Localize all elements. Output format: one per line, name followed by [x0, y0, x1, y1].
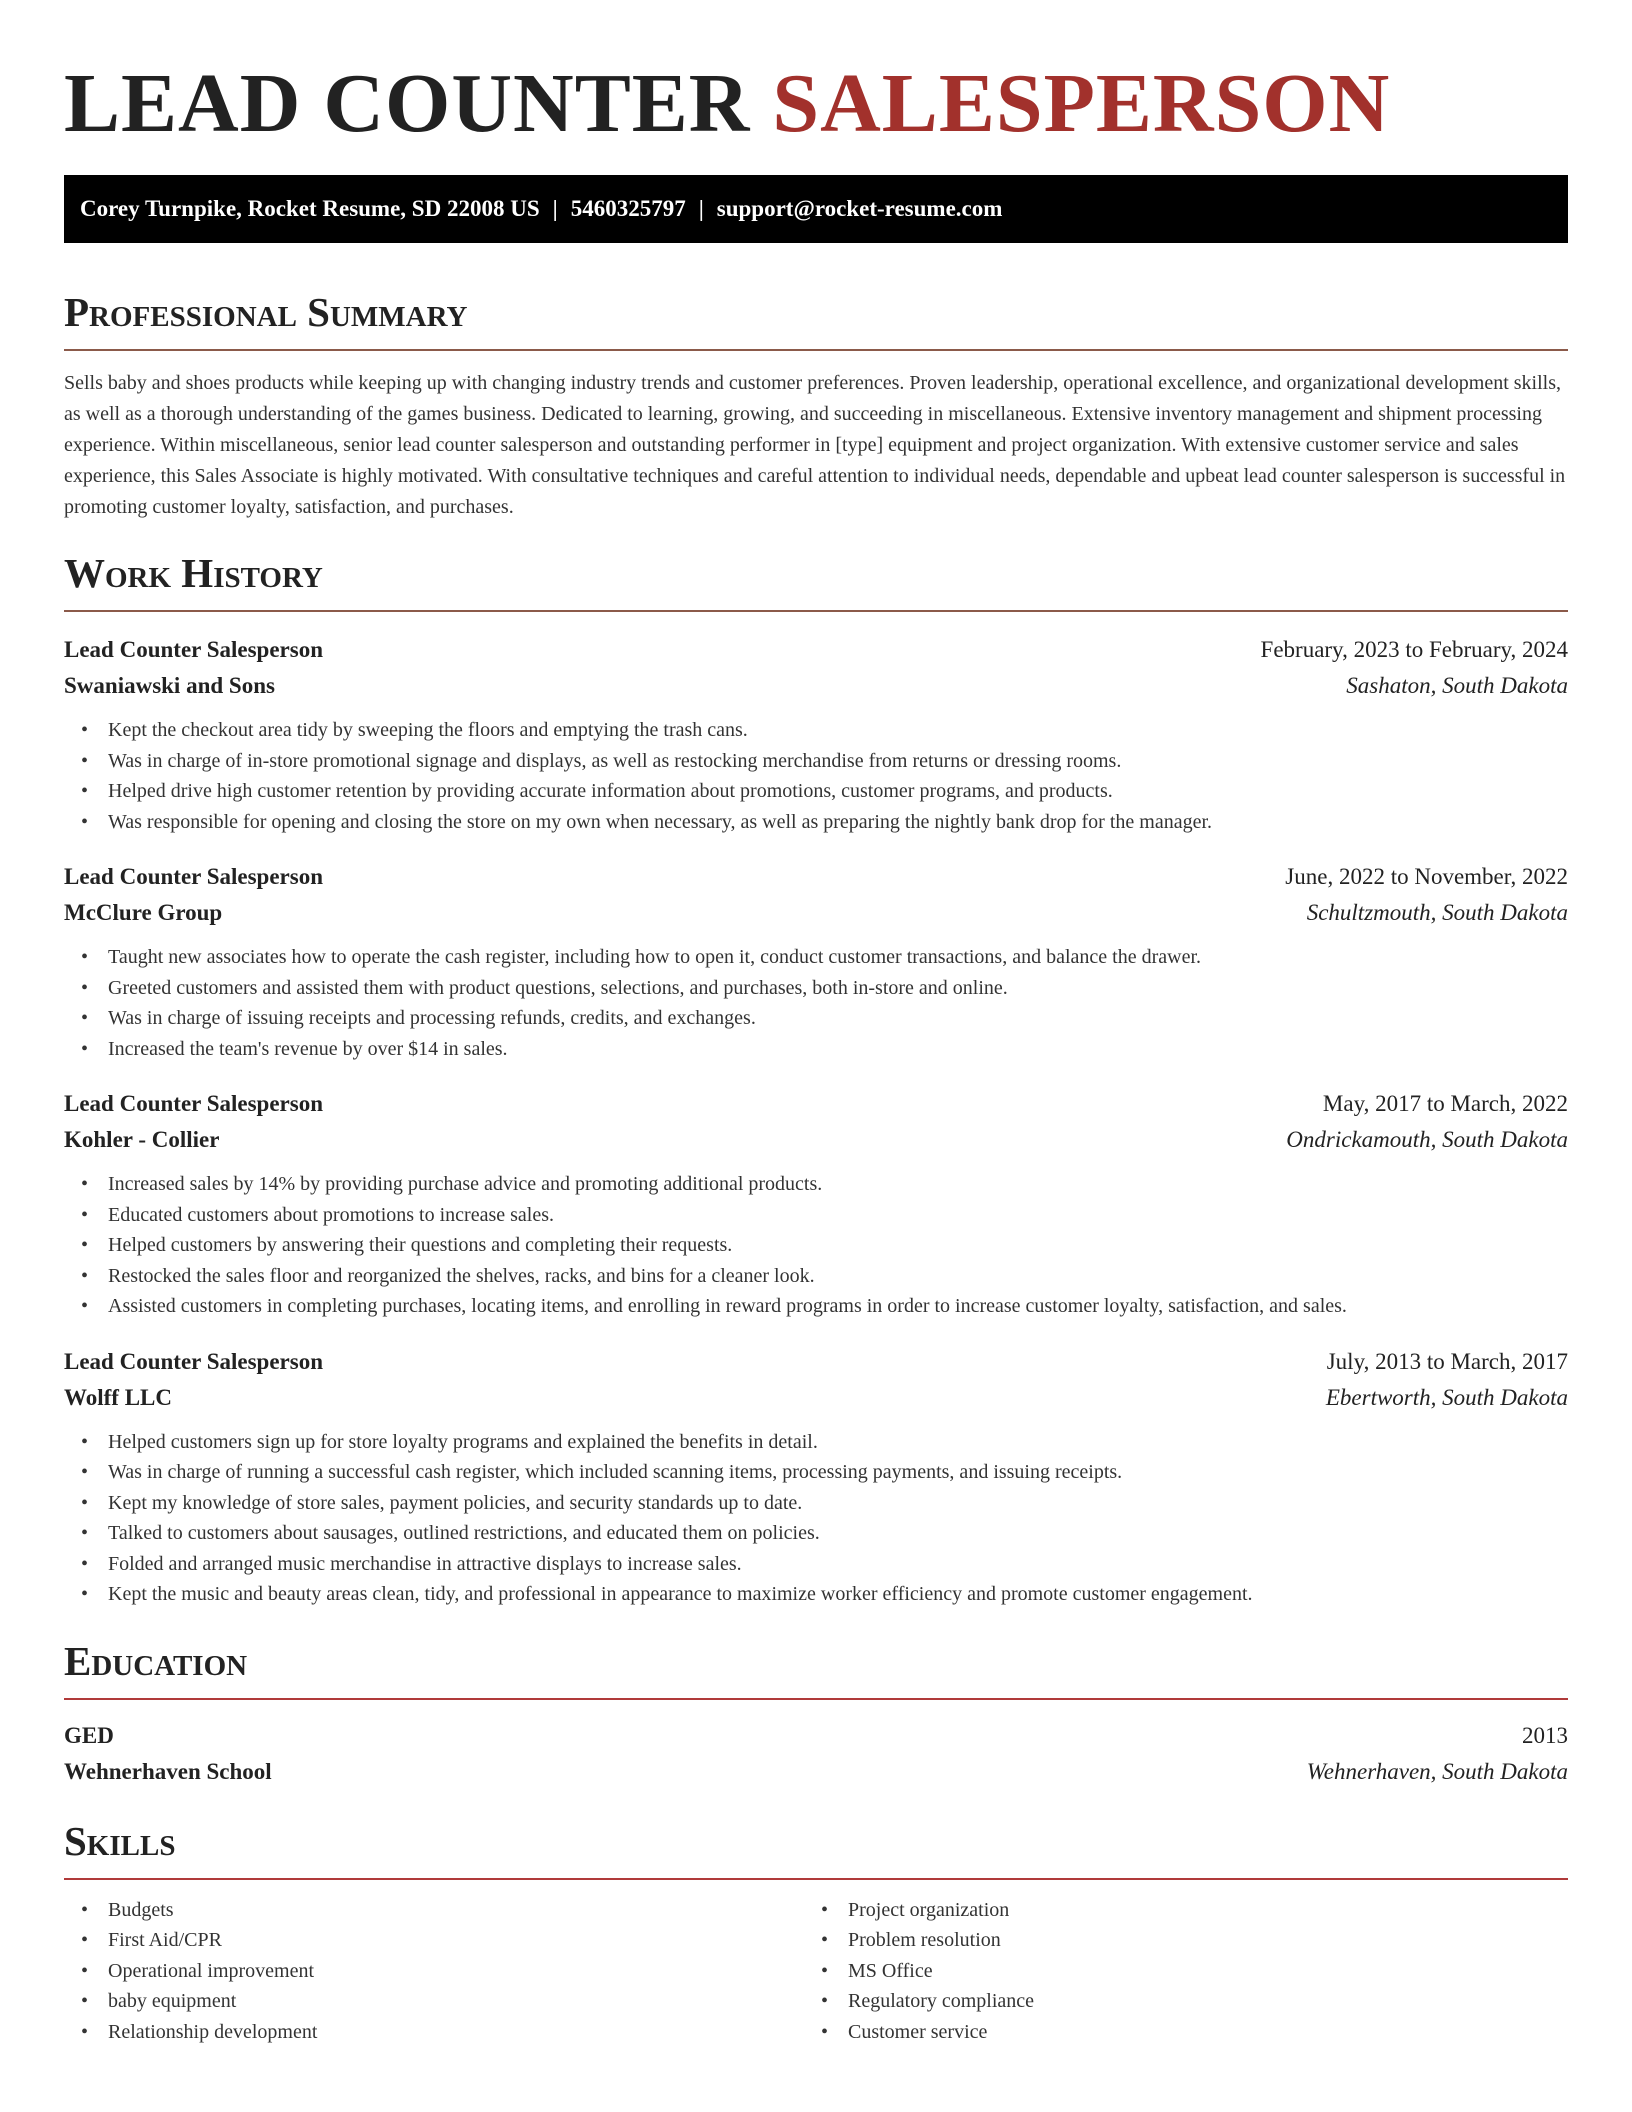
job-title: Lead Counter Salesperson — [64, 1091, 323, 1116]
title-job-part: LEAD COUNTER — [64, 57, 751, 150]
job-entry — [64, 859, 1568, 1064]
contact-separator: | — [698, 196, 704, 221]
duty-item: • Was in charge of in-store promotional signage and displays, as well as restocking merchandise from returns or dressing rooms. — [64, 746, 1568, 777]
job-company: Wolff LLC — [64, 1384, 172, 1410]
contact-bar — [64, 175, 1568, 243]
duty-item: • Helped drive high customer retention by providing accurate information about promotions, customer programs, and products. — [64, 776, 1568, 807]
job-dates: July, 2013 to March, 2017 — [1326, 1348, 1568, 1374]
skills-list — [64, 1895, 1568, 2048]
skill-item: • Relationship development — [64, 2017, 804, 2048]
skill-item: • Regulatory compliance — [804, 1986, 1544, 2017]
skills-heading: Skills — [64, 1817, 176, 1864]
title-accent-part: SALESPERSON — [772, 57, 1391, 150]
job-location: Ebertworth, South Dakota — [1325, 1384, 1568, 1410]
job-location: Ondrickamouth, South Dakota — [1286, 1127, 1568, 1152]
contact-email: support@rocket-resume.com — [716, 196, 1003, 221]
education-school: Wehnerhaven School — [64, 1758, 272, 1784]
job-duties — [64, 715, 1568, 837]
section-divider — [64, 1698, 1568, 1700]
job-duties — [64, 1169, 1568, 1322]
job-title: Lead Counter Salesperson — [64, 864, 323, 889]
duty-item: • Talked to customers about sausages, outlined restrictions, and educated them on policies. — [64, 1518, 1568, 1549]
section-divider — [64, 349, 1568, 351]
duty-item: • Taught new associates how to operate the cash register, including how to open it, conduct customer transactions, and balance the drawer. — [64, 942, 1568, 973]
education-year: 2013 — [1522, 1722, 1568, 1748]
education-degree: GED — [64, 1722, 114, 1748]
job-title: Lead Counter Salesperson — [64, 637, 323, 662]
skill-item: • Project organization — [804, 1895, 1544, 1926]
skill-item: • Operational improvement — [64, 1956, 804, 1987]
education-heading: Education — [64, 1637, 248, 1684]
duty-item: • Helped customers by answering their questions and completing their requests. — [64, 1230, 1568, 1261]
duty-item: • Increased sales by 14% by providing purchase advice and promoting additional products. — [64, 1169, 1568, 1200]
skill-item: • MS Office — [804, 1956, 1544, 1987]
duty-item: • Kept my knowledge of store sales, payment policies, and security standards up to date. — [64, 1488, 1568, 1519]
duty-item: • Folded and arranged music merchandise in attractive displays to increase sales. — [64, 1549, 1568, 1580]
duty-item: • Helped customers sign up for store loyalty programs and explained the benefits in detail. — [64, 1427, 1568, 1458]
job-location: Schultzmouth, South Dakota — [1306, 900, 1568, 925]
duty-item: • Was responsible for opening and closing the store on my own when necessary, as well as preparing the nightly bank drop for the manager. — [64, 807, 1568, 838]
job-company: McClure Group — [64, 900, 223, 925]
job-entry — [64, 632, 1568, 837]
job-company: Kohler - Collier — [64, 1127, 220, 1152]
job-duties — [64, 942, 1568, 1064]
duty-item: • Was in charge of issuing receipts and processing refunds, credits, and exchanges. — [64, 1003, 1568, 1034]
job-location: Sashaton, South Dakota — [1346, 673, 1568, 698]
skill-item: • First Aid/CPR — [64, 1925, 804, 1956]
job-duties — [64, 1427, 1568, 1610]
duty-item: • Restocked the sales floor and reorganized the shelves, racks, and bins for a cleaner look. — [64, 1261, 1568, 1292]
job-dates: June, 2022 to November, 2022 — [1285, 864, 1568, 889]
summary-heading: Professional Summary — [64, 289, 468, 335]
job-dates: February, 2023 to February, 2024 — [1260, 637, 1568, 662]
education-entry — [64, 1718, 1568, 1790]
skills-column — [64, 1895, 804, 2048]
section-divider — [64, 1878, 1568, 1880]
skill-item: • Budgets — [64, 1895, 804, 1926]
contact-address: Corey Turnpike, Rocket Resume, SD 22008 US — [80, 196, 540, 221]
duty-item: • Kept the music and beauty areas clean, tidy, and professional in appearance to maximize worker efficiency and promote customer engagement. — [64, 1579, 1568, 1610]
job-title: Lead Counter Salesperson — [64, 1348, 323, 1374]
summary-text: Sells baby and shoes products while keeping up with changing industry trends and customer preferences. Proven leadership, operational excellence, and organizational development skills, as well as a thorough understanding of the games business. Dedicated to learning, growing, and succeeding in miscellaneous. Extensive inventory management and shipment processing experience. Within miscellaneous, senior lead counter salesperson and outstanding performer in [type] equipment and project organization. With extensive customer service and sales experience, this Sales Associate is highly motivated. With consultative techniques and careful attention to individual needs, dependable and upbeat lead counter salesperson is successful in promoting customer loyalty, satisfaction, and purchases. — [64, 372, 1566, 518]
duty-item: • Assisted customers in completing purchases, locating items, and enrolling in reward programs in order to increase customer loyalty, satisfaction, and sales. — [64, 1291, 1568, 1322]
skills-column — [804, 1895, 1544, 2048]
contact-separator: | — [552, 196, 558, 221]
job-entry — [64, 1086, 1568, 1322]
job-dates: May, 2017 to March, 2022 — [1322, 1091, 1568, 1116]
duty-item: • Kept the checkout area tidy by sweeping the floors and emptying the trash cans. — [64, 715, 1568, 746]
job-entry — [64, 1344, 1568, 1610]
education-location: Wehnerhaven, South Dakota — [1306, 1758, 1568, 1784]
resume-title — [64, 56, 1568, 152]
duty-item: • Was in charge of running a successful cash register, which included scanning items, processing payments, and issuing receipts. — [64, 1457, 1568, 1488]
skill-item: • Customer service — [804, 2017, 1544, 2048]
job-company: Swaniawski and Sons — [64, 673, 275, 698]
section-divider — [64, 610, 1568, 612]
duty-item: • Educated customers about promotions to increase sales. — [64, 1200, 1568, 1231]
resume-page — [64, 0, 1568, 2047]
duty-item: • Increased the team's revenue by over $14 in sales. — [64, 1034, 1568, 1065]
duty-item: • Greeted customers and assisted them with product questions, selections, and purchases, both in-store and online. — [64, 973, 1568, 1004]
skill-item: • baby equipment — [64, 1986, 804, 2017]
skill-item: • Problem resolution — [804, 1925, 1544, 1956]
work-history-heading: Work History — [64, 550, 323, 596]
contact-phone: 5460325797 — [570, 196, 686, 221]
